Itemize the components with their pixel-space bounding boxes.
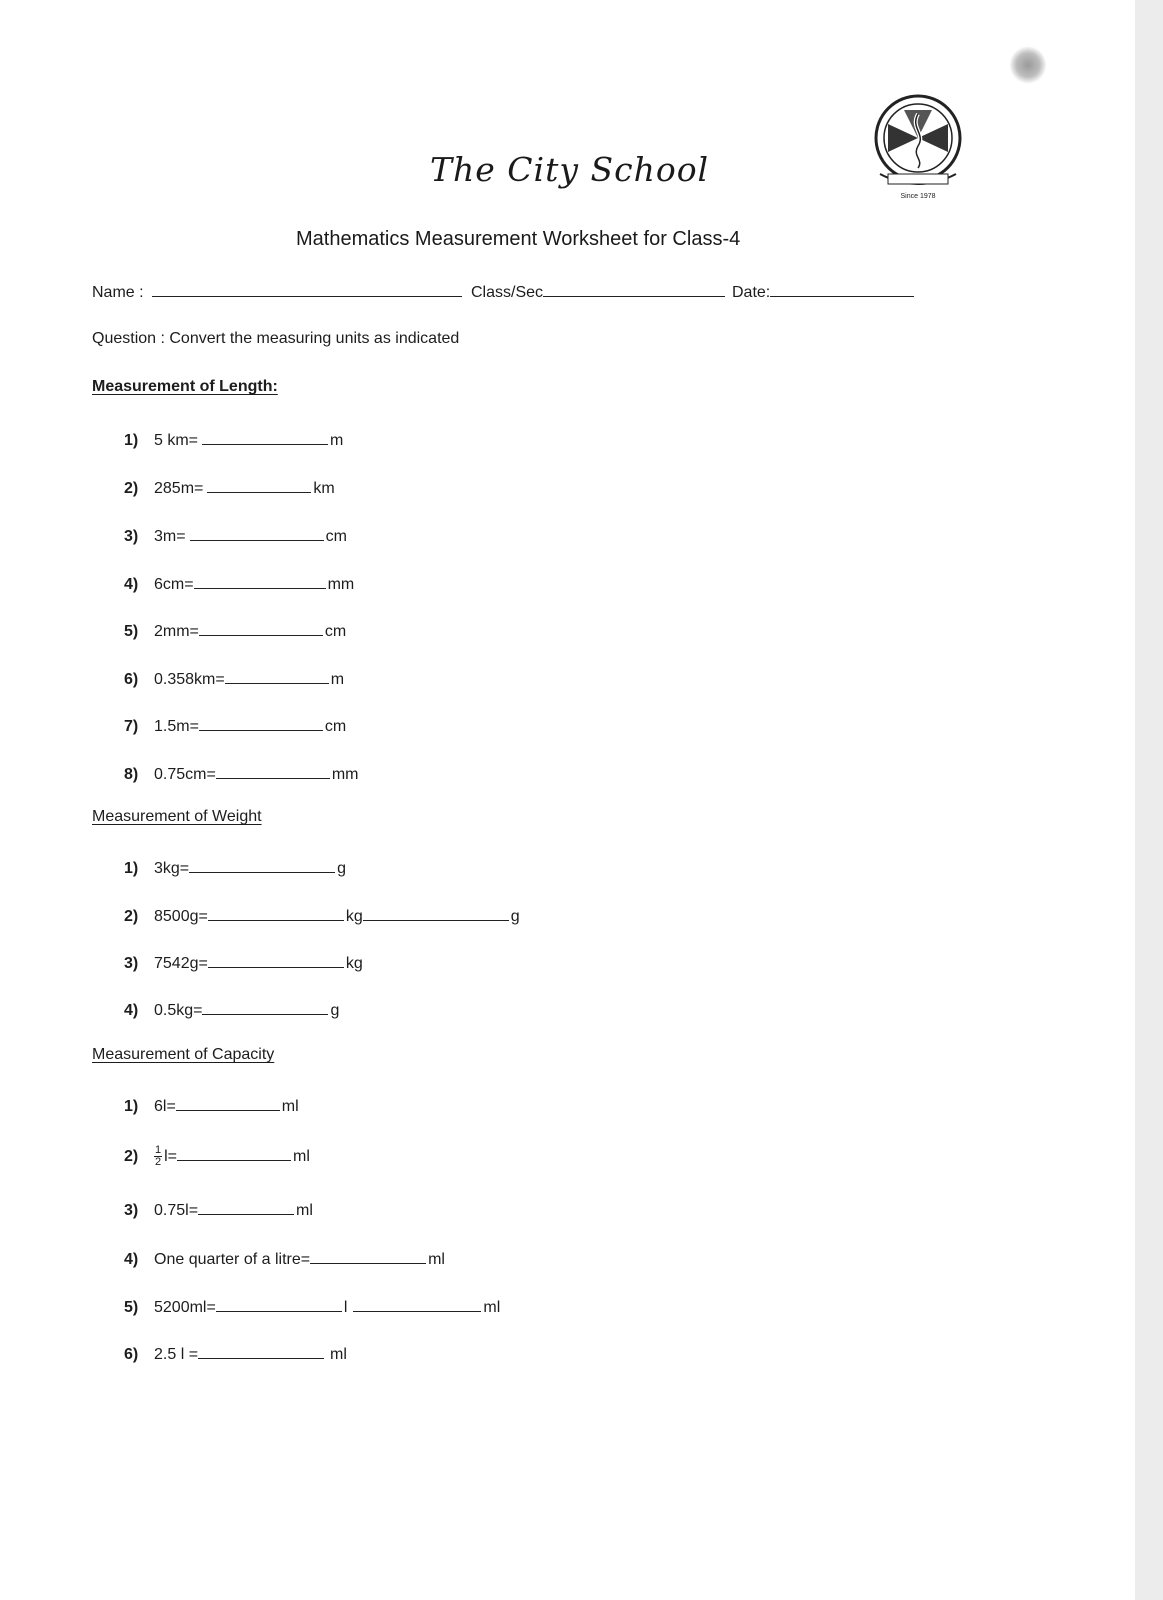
length-heading: Measurement of Length: [92,378,278,395]
capacity-item: 3) 0.75l= ml [124,1198,313,1220]
weight-item: 2) 8500g= kg g [124,904,520,926]
answer-blank[interactable] [310,1247,426,1264]
answer-blank[interactable] [176,1094,280,1111]
scan-smudge [1010,46,1046,84]
length-item: 2) 285m= km [124,476,335,498]
answer-blank[interactable] [199,619,323,636]
scan-edge [1135,0,1163,1600]
length-item: 4) 6cm= mm [124,572,354,594]
school-name: The City School [430,150,710,189]
capacity-item: 6) 2.5 l = ml [124,1342,347,1364]
answer-blank[interactable] [202,428,328,445]
answer-blank[interactable] [194,572,326,589]
worksheet-title: Mathematics Measurement Worksheet for Class-4 [296,228,741,250]
answer-blank[interactable] [177,1144,291,1161]
capacity-item: 1) 6l= ml [124,1094,299,1116]
answer-blank[interactable] [216,1295,342,1312]
capacity-item: 4) One quarter of a litre= ml [124,1247,445,1269]
weight-item: 4) 0.5kg= g [124,998,339,1020]
length-item: 7) 1.5m= cm [124,714,346,736]
answer-blank[interactable] [202,998,328,1015]
answer-blank[interactable] [199,714,323,731]
answer-blank-2[interactable] [363,904,509,921]
capacity-heading: Measurement of Capacity [92,1046,275,1063]
answer-blank[interactable] [207,476,311,493]
name-label: Name : [92,284,144,301]
class-field[interactable] [471,280,725,302]
name-blank[interactable] [152,280,462,297]
answer-blank[interactable] [190,524,324,541]
capacity-item: 5) 5200ml= l ml [124,1295,500,1317]
fraction-half: $\frac{1}{2}$ [155,1144,162,1169]
length-item: 3) 3m= cm [124,524,347,546]
length-item: 6) 0.358km= m [124,667,344,689]
date-label: Date: [732,284,771,301]
answer-blank-2[interactable] [353,1295,481,1312]
answer-blank[interactable] [208,951,344,968]
capacity-item: 2) $\frac{1}{2}$ l= ml [124,1144,310,1169]
length-item: 5) 2mm= cm [124,619,346,641]
weight-item: 3) 7542g= kg [124,951,363,973]
answer-blank[interactable] [189,856,335,873]
question-text: Question : Convert the measuring units as indicated [92,330,460,347]
date-field[interactable] [732,280,914,302]
name-field[interactable] [92,280,462,302]
length-item: 8) 0.75cm= mm [124,762,358,784]
weight-heading: Measurement of Weight [92,808,262,825]
class-label: Class/Sec [471,284,544,301]
logo-since-text: Since 1978 [900,193,936,200]
date-blank[interactable] [770,280,914,297]
school-logo [874,94,970,206]
answer-blank[interactable] [198,1342,324,1359]
class-blank[interactable] [543,280,725,297]
answer-blank[interactable] [225,667,329,684]
answer-blank[interactable] [216,762,330,779]
answer-blank[interactable] [208,904,344,921]
length-item: 1) 5 km= m [124,428,343,450]
weight-item: 1) 3kg= g [124,856,346,878]
answer-blank[interactable] [198,1198,294,1215]
